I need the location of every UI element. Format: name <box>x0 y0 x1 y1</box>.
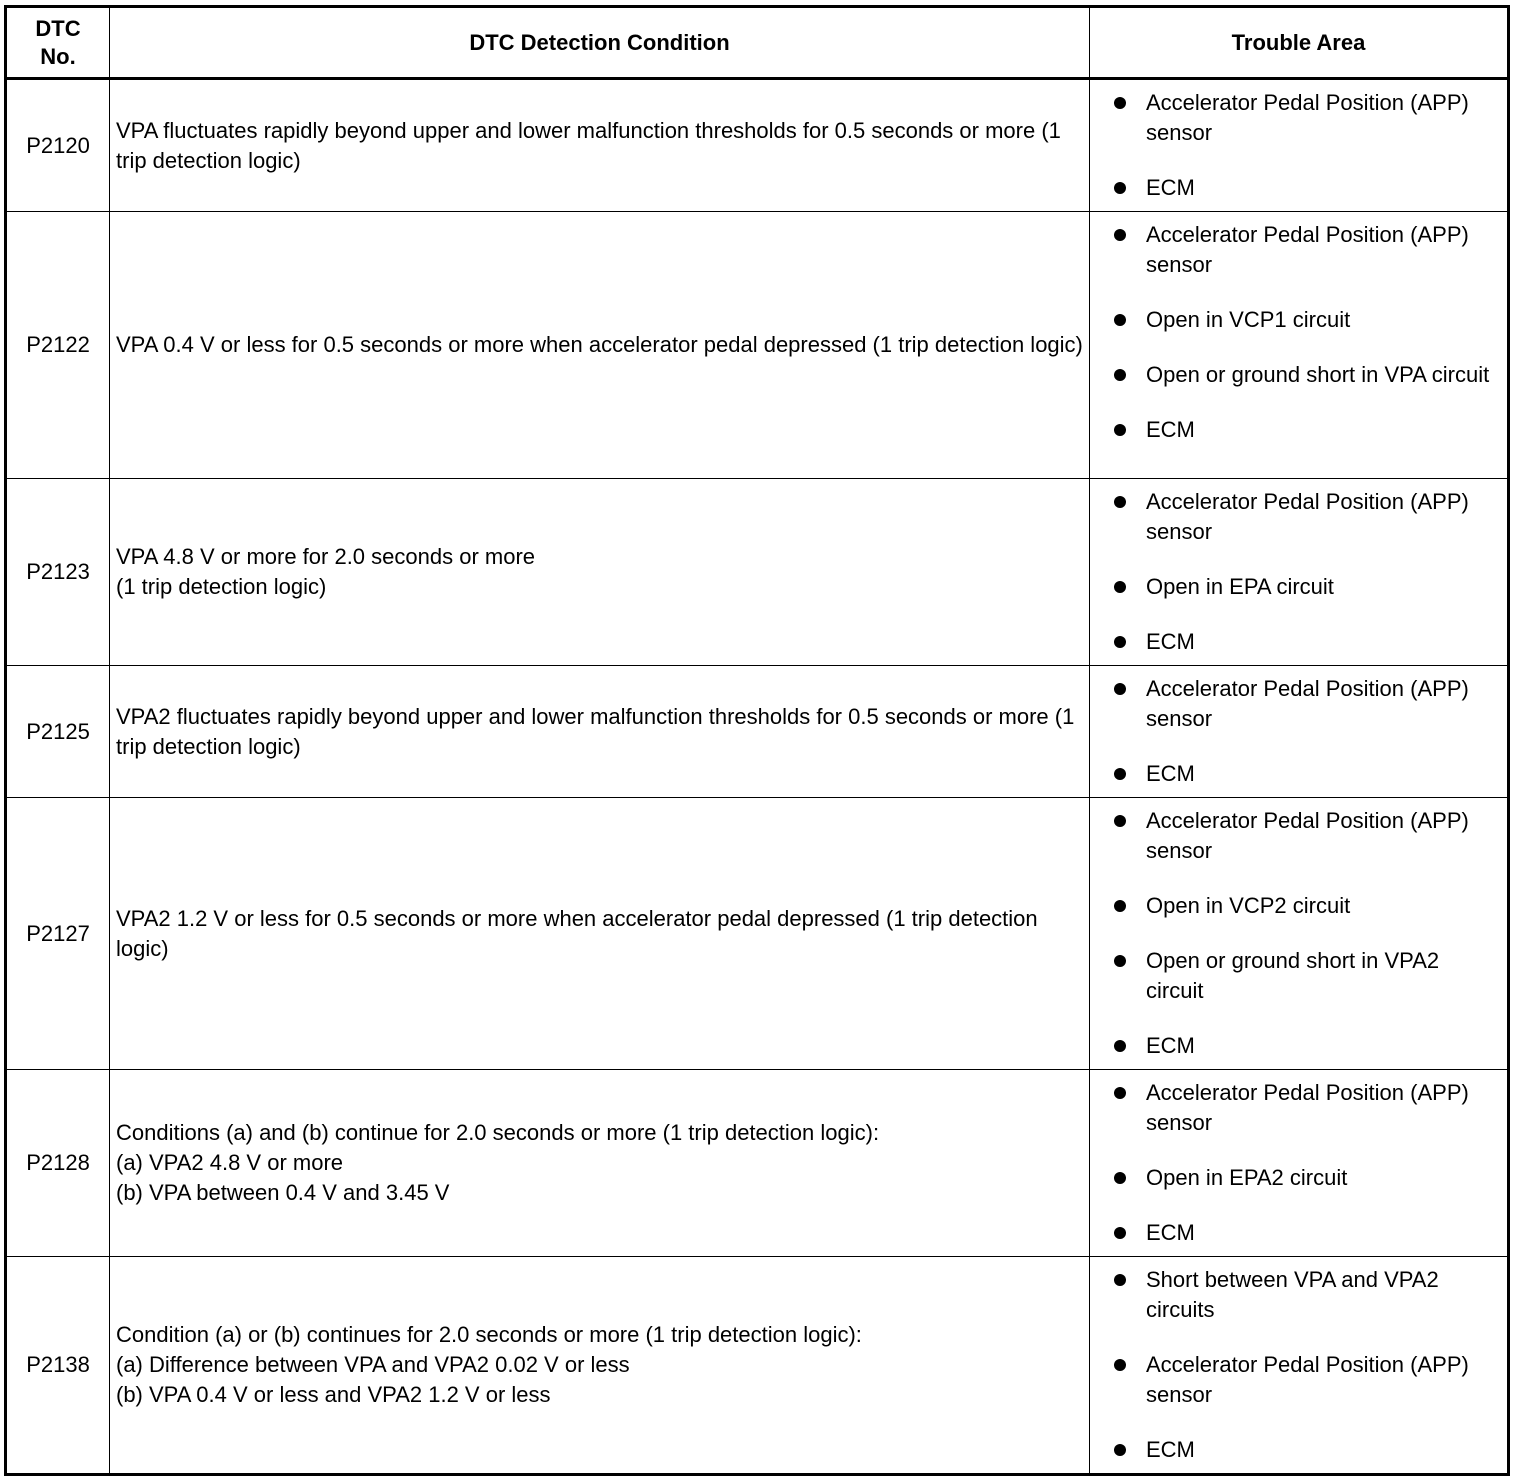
condition-line: (a) Difference between VPA and VPA2 0.02 V or less <box>116 1352 630 1377</box>
condition-line: VPA 4.8 V or more for 2.0 seconds or more <box>116 544 536 569</box>
bullet-icon <box>1114 182 1126 194</box>
list-item <box>1110 1218 1501 1248</box>
dtc-code: P2127 <box>6 798 110 1070</box>
trouble-area <box>1090 212 1509 479</box>
trouble-area-list <box>1110 88 1501 203</box>
trouble-area-text: Accelerator Pedal Position (APP) sensor <box>1146 90 1469 145</box>
trouble-area-list <box>1110 220 1501 445</box>
trouble-area <box>1090 79 1509 212</box>
condition-line: VPA 0.4 V or less for 0.5 seconds or more when accelerator pedal depressed (1 trip detection logic) <box>116 332 1083 357</box>
list-item <box>1110 572 1501 602</box>
detection-condition <box>110 666 1090 798</box>
condition-line: VPA2 1.2 V or less for 0.5 seconds or more when accelerator pedal depressed (1 trip detection logic) <box>116 905 1038 961</box>
trouble-area-text: Open in EPA2 circuit <box>1146 1165 1348 1190</box>
condition-line: (1 trip detection logic) <box>116 574 327 599</box>
trouble-area-list <box>1110 487 1501 657</box>
trouble-area <box>1090 1070 1509 1257</box>
trouble-area <box>1090 798 1509 1070</box>
condition-line: (a) VPA2 4.8 V or more <box>116 1150 344 1175</box>
condition-line: (b) VPA 0.4 V or less and VPA2 1.2 V or less <box>116 1382 551 1407</box>
bullet-icon <box>1114 683 1126 695</box>
dtc-code: P2120 <box>6 79 110 212</box>
list-item <box>1110 806 1501 866</box>
trouble-area <box>1090 666 1509 798</box>
detection-condition <box>110 479 1090 666</box>
list-item <box>1110 220 1501 280</box>
list-item <box>1110 674 1501 734</box>
list-item <box>1110 1350 1501 1410</box>
detection-condition <box>110 79 1090 212</box>
table-row <box>6 798 1509 1070</box>
trouble-area-list <box>1110 1078 1501 1248</box>
bullet-icon <box>1114 1087 1126 1099</box>
list-item <box>1110 946 1501 1006</box>
bullet-icon <box>1114 1172 1126 1184</box>
bullet-icon <box>1114 314 1126 326</box>
detection-condition <box>110 1070 1090 1257</box>
bullet-icon <box>1114 581 1126 593</box>
dtc-code: P2128 <box>6 1070 110 1257</box>
header-dtc-no-line1: DTC <box>35 15 81 41</box>
trouble-area-text: Accelerator Pedal Position (APP) sensor <box>1146 489 1469 544</box>
dtc-code: P2138 <box>6 1257 110 1475</box>
condition-line: VPA2 fluctuates rapidly beyond upper and lower malfunction thresholds for 0.5 seconds or more (1 trip detection logic) <box>116 703 1075 759</box>
header-dtc-no-line2: No. <box>40 43 76 69</box>
condition-line: (b) VPA between 0.4 V and 3.45 V <box>116 1180 450 1205</box>
header-dtc-no <box>6 7 110 79</box>
detection-condition <box>110 212 1090 479</box>
trouble-area-text: ECM <box>1146 1033 1195 1058</box>
list-item <box>1110 1435 1501 1465</box>
trouble-area-text: Open in EPA circuit <box>1146 574 1334 599</box>
condition-line: VPA fluctuates rapidly beyond upper and lower malfunction thresholds for 0.5 seconds or more (1 trip detection logic) <box>116 117 1061 173</box>
trouble-area-text: Open or ground short in VPA circuit <box>1146 362 1490 387</box>
list-item <box>1110 1265 1501 1325</box>
table-row <box>6 479 1509 666</box>
list-item <box>1110 415 1501 445</box>
table-row <box>6 212 1509 479</box>
trouble-area-text: ECM <box>1146 417 1195 442</box>
trouble-area-text: Open in VCP1 circuit <box>1146 307 1351 332</box>
header-row <box>6 7 1509 79</box>
table-body <box>6 79 1509 1475</box>
table-row <box>6 1257 1509 1475</box>
condition-line: Condition (a) or (b) continues for 2.0 seconds or more (1 trip detection logic): <box>116 1322 862 1347</box>
list-item <box>1110 487 1501 547</box>
bullet-icon <box>1114 900 1126 912</box>
list-item <box>1110 305 1501 335</box>
dtc-code: P2125 <box>6 666 110 798</box>
trouble-area-text: Open or ground short in VPA2 circuit <box>1146 948 1440 1003</box>
trouble-area <box>1090 479 1509 666</box>
list-item <box>1110 1163 1501 1193</box>
list-item <box>1110 1031 1501 1061</box>
list-item <box>1110 891 1501 921</box>
table-row <box>6 79 1509 212</box>
bullet-icon <box>1114 815 1126 827</box>
dtc-table <box>4 5 1510 1476</box>
list-item <box>1110 759 1501 789</box>
bullet-icon <box>1114 955 1126 967</box>
bullet-icon <box>1114 1444 1126 1456</box>
trouble-area-text: ECM <box>1146 1220 1195 1245</box>
trouble-area <box>1090 1257 1509 1475</box>
bullet-icon <box>1114 496 1126 508</box>
trouble-area-text: ECM <box>1146 629 1195 654</box>
trouble-area-text: Accelerator Pedal Position (APP) sensor <box>1146 222 1469 277</box>
trouble-area-text: Accelerator Pedal Position (APP) sensor <box>1146 676 1469 731</box>
trouble-area-list <box>1110 674 1501 789</box>
bullet-icon <box>1114 768 1126 780</box>
trouble-area-text: Open in VCP2 circuit <box>1146 893 1351 918</box>
table-row <box>6 666 1509 798</box>
bullet-icon <box>1114 636 1126 648</box>
trouble-area-list <box>1110 1265 1501 1465</box>
bullet-icon <box>1114 424 1126 436</box>
bullet-icon <box>1114 97 1126 109</box>
condition-line: Conditions (a) and (b) continue for 2.0 seconds or more (1 trip detection logic): <box>116 1120 880 1145</box>
list-item <box>1110 1078 1501 1138</box>
dtc-code: P2122 <box>6 212 110 479</box>
header-detection-condition: DTC Detection Condition <box>110 7 1090 79</box>
detection-condition <box>110 1257 1090 1475</box>
list-item <box>1110 627 1501 657</box>
table-row <box>6 1070 1509 1257</box>
trouble-area-text: ECM <box>1146 761 1195 786</box>
dtc-code: P2123 <box>6 479 110 666</box>
trouble-area-text: ECM <box>1146 1437 1195 1462</box>
trouble-area-text: Accelerator Pedal Position (APP) sensor <box>1146 808 1469 863</box>
trouble-area-text: ECM <box>1146 175 1195 200</box>
trouble-area-list <box>1110 806 1501 1061</box>
bullet-icon <box>1114 1274 1126 1286</box>
list-item <box>1110 88 1501 148</box>
header-trouble-area: Trouble Area <box>1090 7 1509 79</box>
bullet-icon <box>1114 1359 1126 1371</box>
list-item <box>1110 360 1501 390</box>
bullet-icon <box>1114 229 1126 241</box>
bullet-icon <box>1114 1227 1126 1239</box>
trouble-area-text: Short between VPA and VPA2 circuits <box>1146 1267 1439 1322</box>
list-item <box>1110 173 1501 203</box>
trouble-area-text: Accelerator Pedal Position (APP) sensor <box>1146 1080 1469 1135</box>
detection-condition <box>110 798 1090 1070</box>
trouble-area-text: Accelerator Pedal Position (APP) sensor <box>1146 1352 1469 1407</box>
bullet-icon <box>1114 1040 1126 1052</box>
bullet-icon <box>1114 369 1126 381</box>
